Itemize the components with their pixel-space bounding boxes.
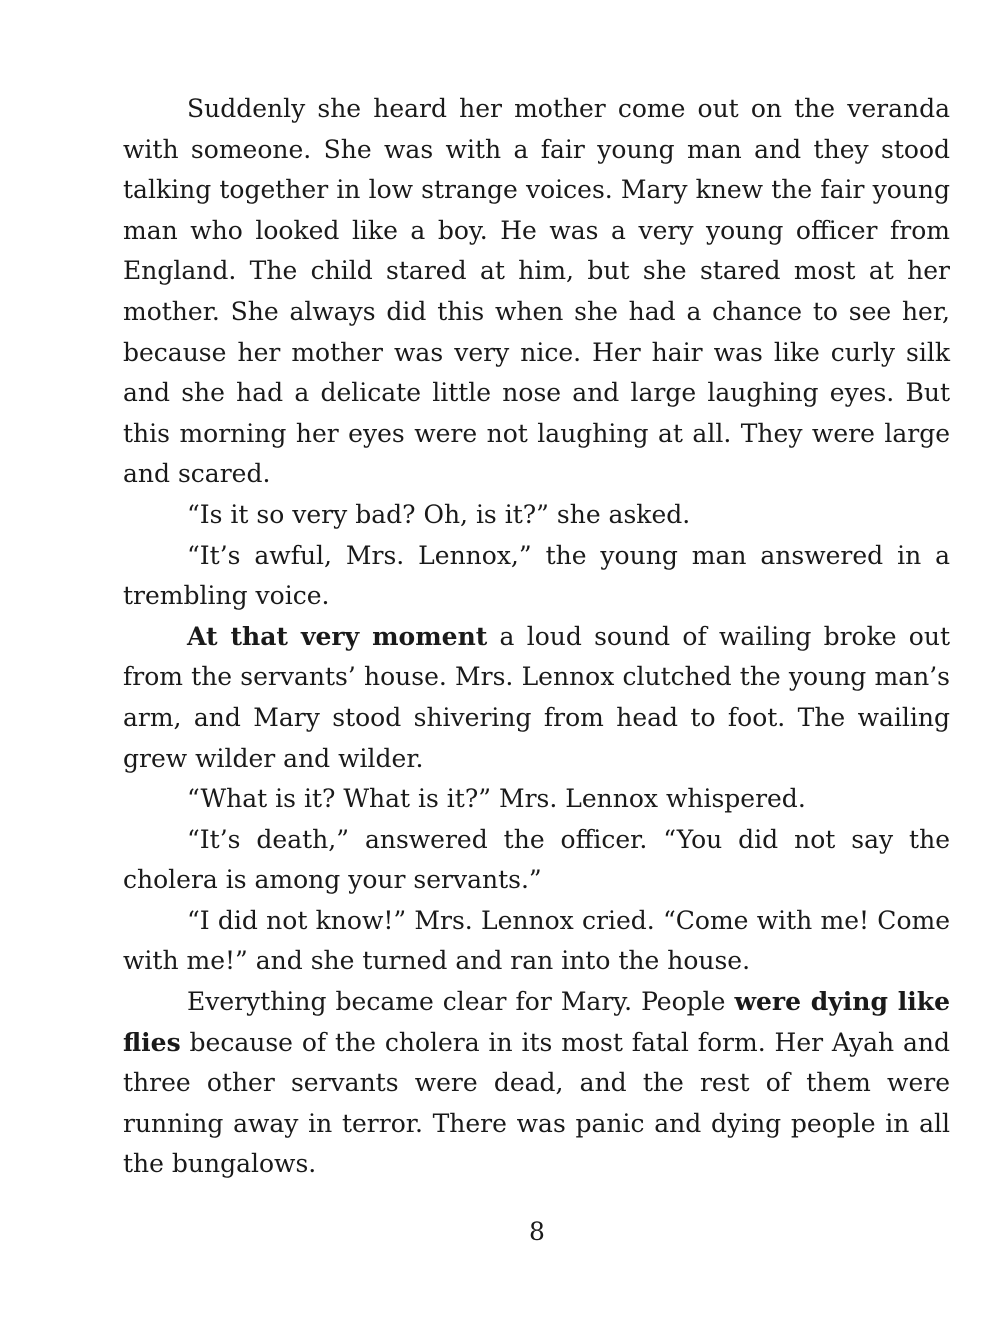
paragraph-8 [123, 982, 950, 1185]
text-body [123, 89, 950, 1185]
paragraph-segment: “What is it? What is it?” Mrs. Lennox whispered. [187, 784, 806, 814]
paragraph-1 [123, 89, 950, 495]
paragraph-segment: “It’s awful, Mrs. Lennox,” the young man answered in a trembling voice. [123, 540, 950, 611]
paragraph-segment: a loud sound of wailing broke out from the servants’ house. Mrs. Lennox clutched the young man’s arm, and Mary stood shivering from head to foot. The wailing grew wilder and wilder. [123, 621, 950, 773]
paragraph-2 [123, 495, 950, 536]
paragraph-6 [123, 820, 950, 901]
paragraph-4 [123, 617, 950, 779]
paragraph-segment: “I did not know!” Mrs. Lennox cried. “Come with me! Come with me!” and she turned and ran into the house. [123, 905, 950, 976]
page-number: 8 [529, 1217, 545, 1246]
paragraph-segment: Suddenly she heard her mother come out on the veranda with someone. She was with a fair young man and they stood talking together in low strange voices. Mary knew the fair young man who looked like a boy. He was a very young officer from England. The child stared at him, but she stared most at her mother. She always did this when she had a chance to see her, because her mother was very nice. Her hair was like curly silk and she had a delicate little nose and large laughing eyes. But this morning her eyes were not laughing at all. They were large and scared. [123, 94, 950, 489]
paragraph-segment: “It’s death,” answered the officer. “You did not say the cholera is among your servants.” [123, 824, 950, 895]
paragraph-3 [123, 536, 950, 617]
bold-phrase: were dying like flies [123, 987, 950, 1057]
paragraph-segment: Everything became clear for Mary. People [187, 987, 735, 1017]
paragraph-segment: “Is it so very bad? Oh, is it?” she asked. [187, 499, 691, 529]
bold-phrase: At that very moment [187, 621, 488, 651]
paragraph-segment: because of the cholera in its most fatal form. Her Ayah and three other servants were dead, and the rest of them were running away in terror. There was panic and dying people in all the bungalows. [123, 1027, 950, 1179]
paragraph-5 [123, 779, 950, 820]
paragraph-7 [123, 901, 950, 982]
